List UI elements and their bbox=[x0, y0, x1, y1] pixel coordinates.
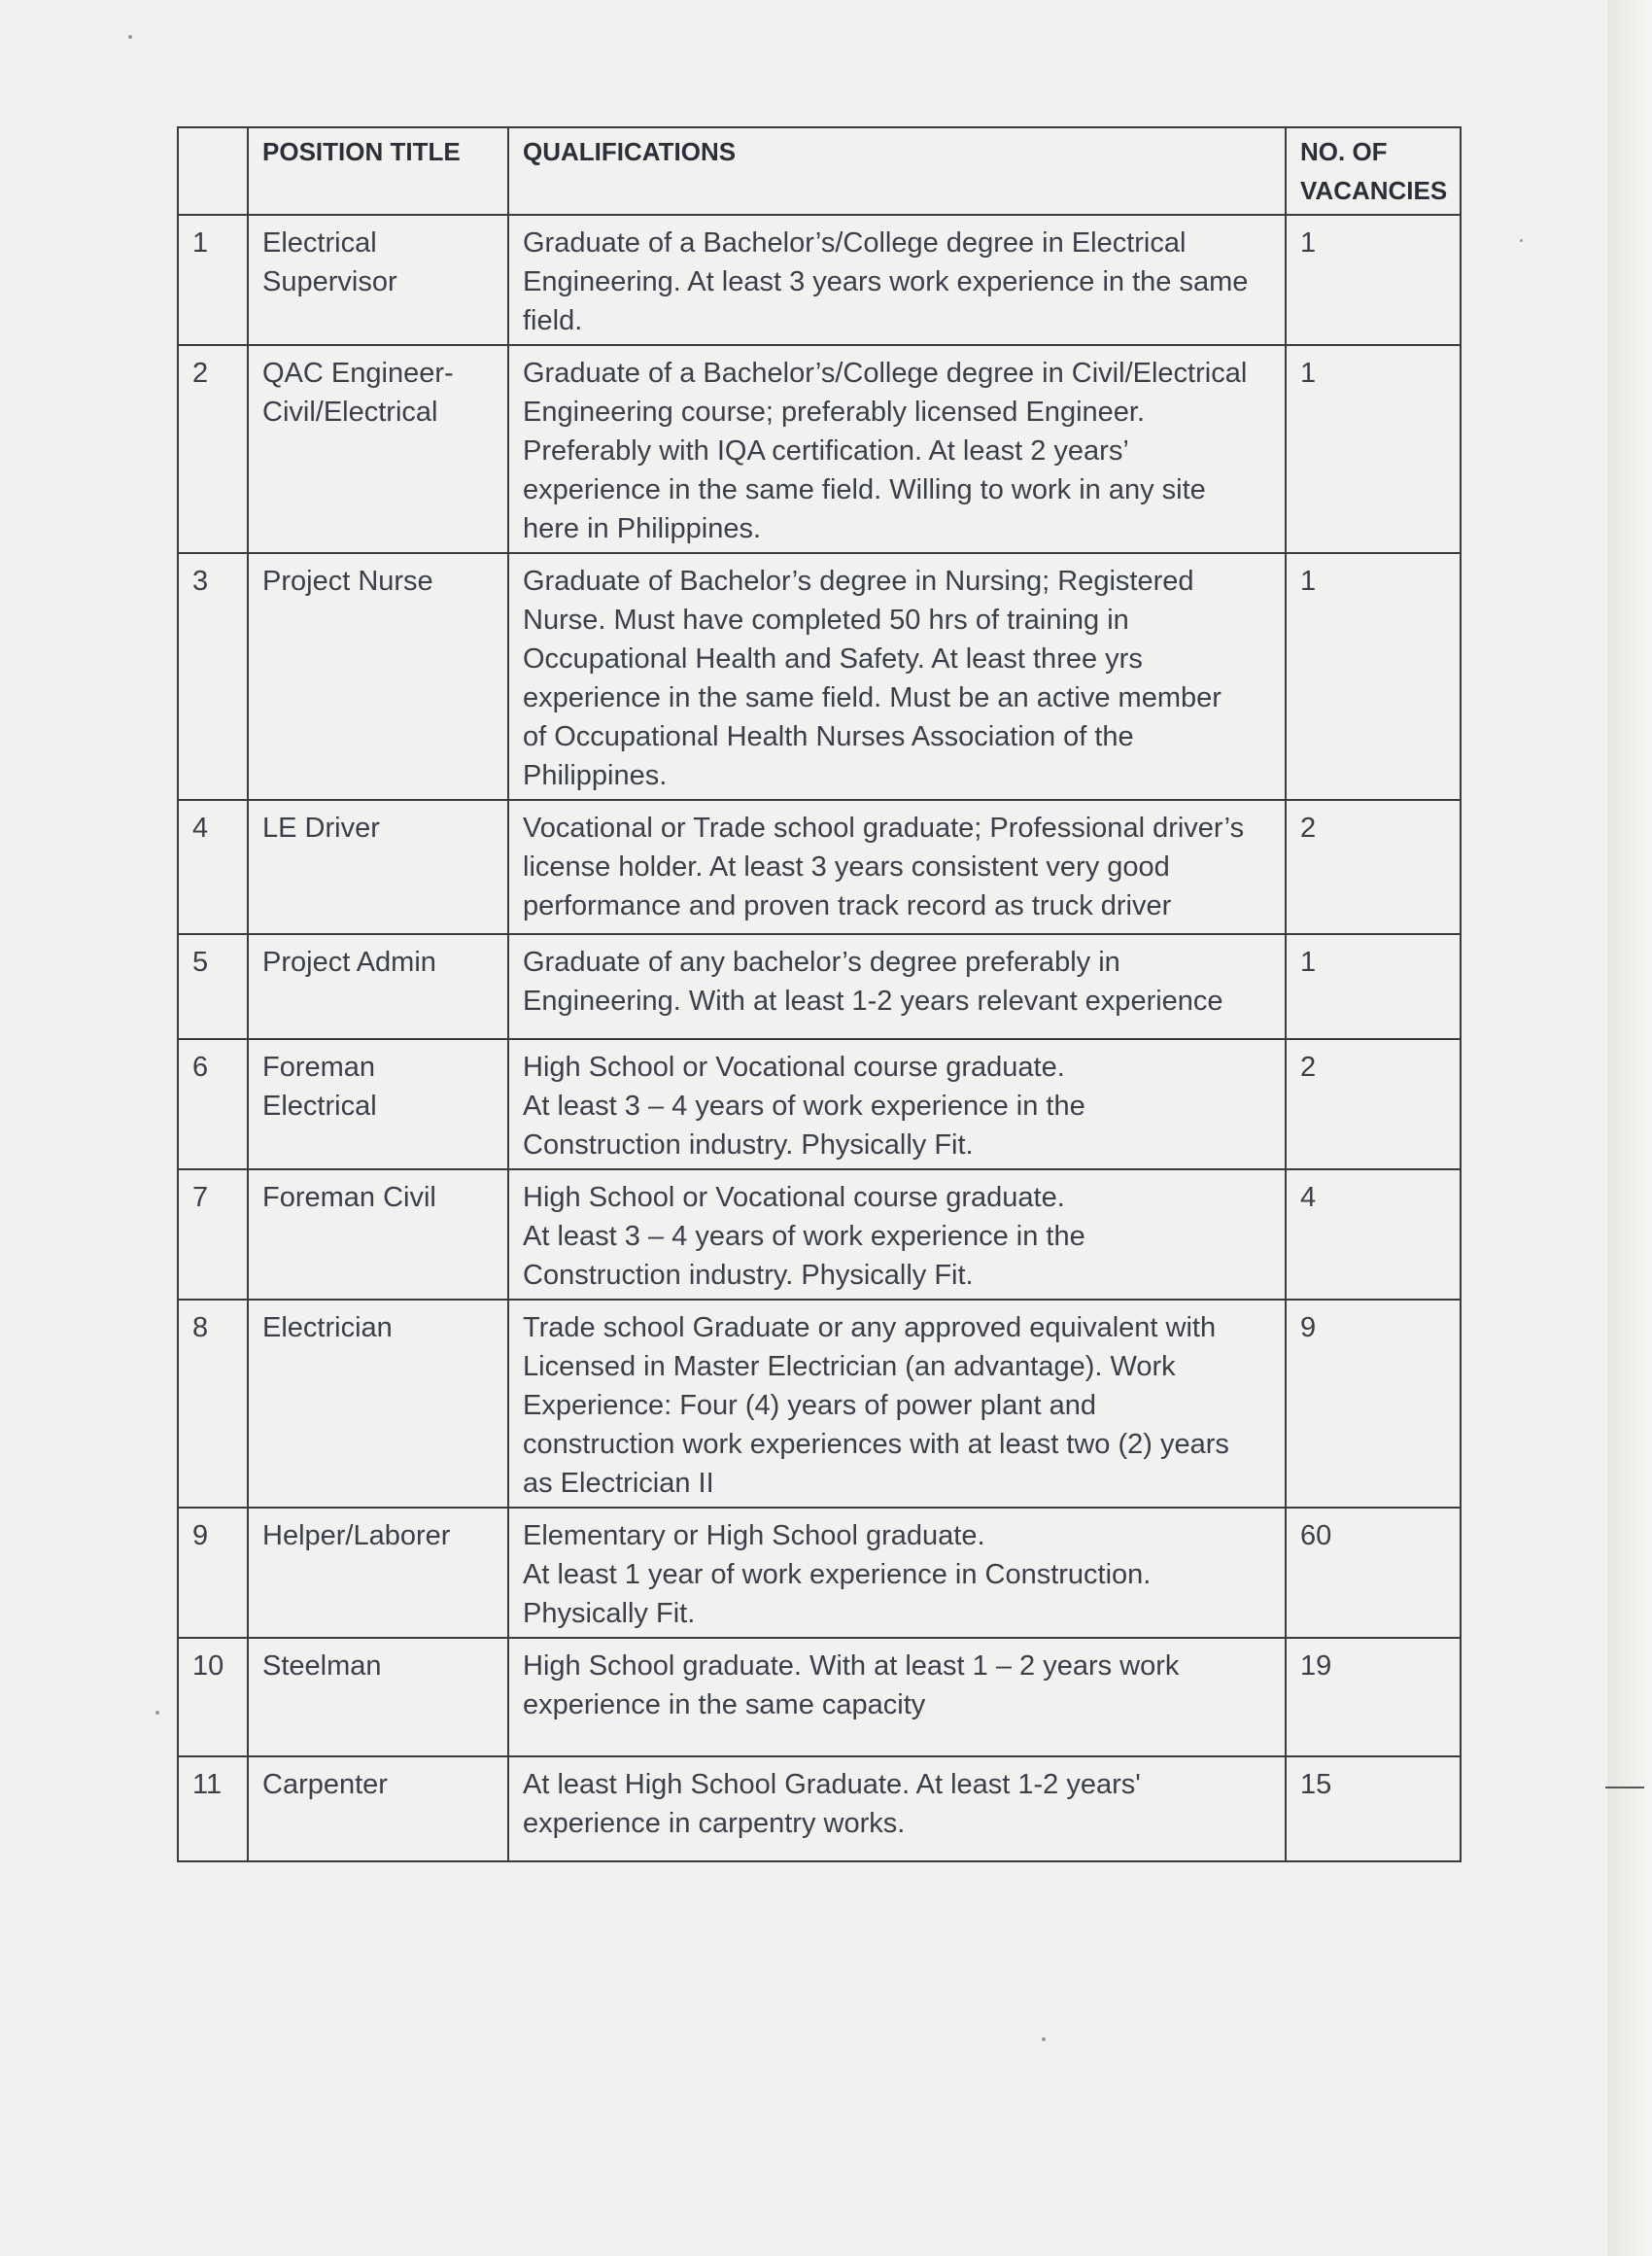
position-title-line: Steelman bbox=[262, 1650, 382, 1682]
qualification-line: Engineering course; preferably licensed Engineer. bbox=[523, 397, 1146, 428]
header-vacancies bbox=[1286, 127, 1461, 215]
qualifications-cell bbox=[508, 1300, 1286, 1508]
table-header-row bbox=[178, 127, 1461, 215]
qualification-line: Physically Fit. bbox=[523, 1598, 696, 1629]
vacancies-count: 1 bbox=[1286, 345, 1461, 553]
qualification-line: Nurse. Must have completed 50 hrs of training in bbox=[523, 605, 1129, 636]
position-title-line: Electrical bbox=[262, 1091, 377, 1122]
page-edge-shadow bbox=[1607, 0, 1652, 2256]
position-title-line: Foreman Civil bbox=[262, 1182, 436, 1213]
qualification-line: Graduate of a Bachelor’s/College degree in Electrical bbox=[523, 227, 1187, 259]
qualification-line: experience in the same field. Willing to work in any site bbox=[523, 474, 1206, 505]
vacancies-count: 1 bbox=[1286, 934, 1461, 1039]
row-number: 2 bbox=[178, 345, 248, 553]
position-title-line: Supervisor bbox=[262, 266, 397, 297]
qualifications-cell bbox=[508, 345, 1286, 553]
position-title-cell bbox=[248, 934, 508, 1039]
table-row bbox=[178, 800, 1461, 934]
qualification-line: construction work experiences with at least two (2) years bbox=[523, 1429, 1229, 1460]
qualification-line: Engineering. With at least 1-2 years relevant experience bbox=[523, 986, 1223, 1017]
vacancies-count: 2 bbox=[1286, 800, 1461, 934]
position-title-line: Helper/Laborer bbox=[262, 1520, 451, 1551]
table-row bbox=[178, 1039, 1461, 1169]
table-row bbox=[178, 1508, 1461, 1638]
position-title-line: Civil/Electrical bbox=[262, 397, 438, 428]
scan-speck bbox=[155, 1711, 159, 1715]
qualifications-cell bbox=[508, 800, 1286, 934]
qualification-line: Vocational or Trade school graduate; Professional driver’s bbox=[523, 813, 1245, 844]
qualification-line: Engineering. At least 3 years work experience in the same bbox=[523, 266, 1249, 297]
position-title-line: QAC Engineer- bbox=[262, 358, 454, 389]
position-title-cell bbox=[248, 1039, 508, 1169]
qualification-line: High School or Vocational course graduate. bbox=[523, 1182, 1065, 1213]
qualification-line: Graduate of a Bachelor’s/College degree in Civil/Electrical bbox=[523, 358, 1248, 389]
row-number: 3 bbox=[178, 553, 248, 800]
table-body bbox=[178, 215, 1461, 1861]
scan-speck bbox=[1520, 239, 1523, 242]
qualification-line: performance and proven track record as truck driver bbox=[523, 890, 1172, 921]
position-title-cell bbox=[248, 1508, 508, 1638]
qualifications-cell bbox=[508, 1508, 1286, 1638]
position-title-line: Carpenter bbox=[262, 1769, 388, 1800]
qualifications-cell bbox=[508, 934, 1286, 1039]
qualification-line: At least 3 – 4 years of work experience in the bbox=[523, 1221, 1085, 1252]
qualification-line: Construction industry. Physically Fit. bbox=[523, 1260, 974, 1291]
row-number: 9 bbox=[178, 1508, 248, 1638]
qualification-line: At least 1 year of work experience in Construction. bbox=[523, 1559, 1152, 1590]
position-title-cell bbox=[248, 1169, 508, 1300]
row-number: 6 bbox=[178, 1039, 248, 1169]
qualifications-cell bbox=[508, 1756, 1286, 1861]
position-title-cell bbox=[248, 345, 508, 553]
qualification-line: Construction industry. Physically Fit. bbox=[523, 1129, 974, 1161]
qualification-line: Preferably with IQA certification. At least 2 years’ bbox=[523, 435, 1129, 467]
qualification-line: High School graduate. With at least 1 – 2 years work bbox=[523, 1650, 1180, 1682]
vacancies-count: 1 bbox=[1286, 215, 1461, 345]
qualification-line: Licensed in Master Electrician (an advantage). Work bbox=[523, 1351, 1176, 1382]
qualification-line: Graduate of any bachelor’s degree preferably in bbox=[523, 947, 1120, 978]
qualifications-cell bbox=[508, 1039, 1286, 1169]
vacancies-count: 2 bbox=[1286, 1039, 1461, 1169]
qualification-line: Occupational Health and Safety. At least three yrs bbox=[523, 643, 1143, 675]
qualifications-cell bbox=[508, 1169, 1286, 1300]
vacancies-count: 9 bbox=[1286, 1300, 1461, 1508]
scan-speck bbox=[1042, 2037, 1046, 2041]
row-number: 7 bbox=[178, 1169, 248, 1300]
vacancies-table bbox=[177, 126, 1462, 1862]
table-row bbox=[178, 1300, 1461, 1508]
qualification-line: license holder. At least 3 years consistent very good bbox=[523, 851, 1170, 883]
qualification-line: experience in carpentry works. bbox=[523, 1808, 906, 1839]
vacancies-count: 4 bbox=[1286, 1169, 1461, 1300]
qualification-line: of Occupational Health Nurses Association of the bbox=[523, 721, 1134, 752]
table-row bbox=[178, 1169, 1461, 1300]
qualification-line: High School or Vocational course graduate. bbox=[523, 1052, 1065, 1083]
row-number: 5 bbox=[178, 934, 248, 1039]
qualifications-cell bbox=[508, 1638, 1286, 1756]
header-position-title: POSITION TITLE bbox=[248, 127, 508, 215]
table-row bbox=[178, 1638, 1461, 1756]
qualification-line: Philippines. bbox=[523, 760, 668, 791]
header-number bbox=[178, 127, 248, 215]
vacancies-count: 1 bbox=[1286, 553, 1461, 800]
position-title-cell bbox=[248, 1756, 508, 1861]
qualifications-cell bbox=[508, 553, 1286, 800]
scan-speck bbox=[128, 35, 132, 39]
qualification-line: At least High School Graduate. At least 1-2 years' bbox=[523, 1769, 1141, 1800]
position-title-line: Project Admin bbox=[262, 947, 436, 978]
row-number: 11 bbox=[178, 1756, 248, 1861]
qualifications-cell bbox=[508, 215, 1286, 345]
row-number: 8 bbox=[178, 1300, 248, 1508]
position-title-line: Project Nurse bbox=[262, 566, 433, 597]
qualification-line: experience in the same capacity bbox=[523, 1689, 926, 1720]
vacancies-count: 19 bbox=[1286, 1638, 1461, 1756]
header-qualifications: QUALIFICATIONS bbox=[508, 127, 1286, 215]
scan-edge-mark bbox=[1605, 1787, 1644, 1788]
position-title-cell bbox=[248, 1300, 508, 1508]
vacancies-count: 15 bbox=[1286, 1756, 1461, 1861]
table-row bbox=[178, 934, 1461, 1039]
table-row bbox=[178, 553, 1461, 800]
header-vacancies-line: NO. OF bbox=[1300, 137, 1388, 166]
position-title-line: Electrician bbox=[262, 1312, 393, 1343]
position-title-line: LE Driver bbox=[262, 813, 380, 844]
qualification-line: At least 3 – 4 years of work experience in the bbox=[523, 1091, 1085, 1122]
table-row bbox=[178, 1756, 1461, 1861]
row-number: 4 bbox=[178, 800, 248, 934]
position-title-cell bbox=[248, 1638, 508, 1756]
position-title-cell bbox=[248, 553, 508, 800]
qualification-line: Trade school Graduate or any approved equivalent with bbox=[523, 1312, 1217, 1343]
position-title-line: Electrical bbox=[262, 227, 377, 259]
table-row bbox=[178, 215, 1461, 345]
position-title-cell bbox=[248, 800, 508, 934]
vacancies-count: 60 bbox=[1286, 1508, 1461, 1638]
qualification-line: experience in the same field. Must be an active member bbox=[523, 682, 1222, 713]
qualification-line: as Electrician II bbox=[523, 1468, 714, 1499]
position-title-line: Foreman bbox=[262, 1052, 376, 1083]
row-number: 1 bbox=[178, 215, 248, 345]
qualification-line: Experience: Four (4) years of power plant and bbox=[523, 1390, 1096, 1421]
header-vacancies-line: VACANCIES bbox=[1300, 176, 1448, 205]
position-title-cell bbox=[248, 215, 508, 345]
qualification-line: Graduate of Bachelor’s degree in Nursing; Registered bbox=[523, 566, 1194, 597]
qualification-line: here in Philippines. bbox=[523, 513, 762, 544]
row-number: 10 bbox=[178, 1638, 248, 1756]
qualification-line: Elementary or High School graduate. bbox=[523, 1520, 985, 1551]
table-row bbox=[178, 345, 1461, 553]
qualification-line: field. bbox=[523, 305, 583, 336]
